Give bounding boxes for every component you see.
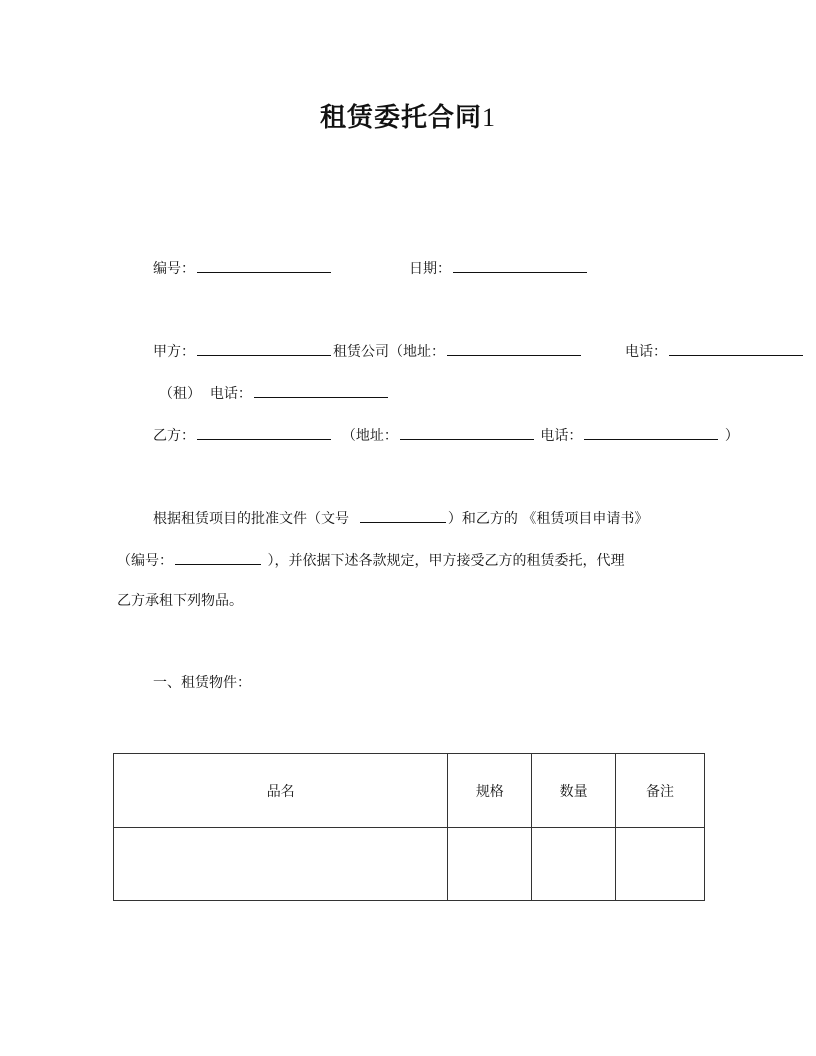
party-b-label: 乙方：	[153, 428, 195, 444]
section-1-heading-text: 一、租赁物件：	[153, 675, 251, 691]
party-a-name-blank[interactable]	[197, 340, 331, 356]
party-a-phone-label: 电话：	[625, 344, 667, 360]
party-a-company-suffix: 租赁公司（地址：	[333, 344, 445, 360]
party-a-line2-phone-label: 电话：	[209, 386, 252, 402]
table-row	[114, 828, 705, 901]
party-a-phone-blank[interactable]	[669, 340, 803, 356]
cell-quantity[interactable]	[532, 828, 616, 901]
number-blank[interactable]	[197, 257, 331, 273]
party-a-phone-line	[625, 340, 805, 362]
party-b-name-blank[interactable]	[197, 424, 331, 440]
header-spec: 规格	[448, 754, 532, 828]
table-header-row	[114, 754, 705, 828]
number-label: 编号：	[153, 261, 195, 277]
body-line-3	[117, 591, 243, 611]
body-p1-start: 根据租赁项目的批准文件（文号	[153, 511, 349, 527]
cell-spec[interactable]	[448, 828, 532, 901]
party-a-rent-label: （租）	[159, 386, 201, 402]
doc-number-blank[interactable]	[360, 507, 446, 523]
date-line	[409, 257, 589, 279]
body-p2-mid: ），并依据下述各款规定，甲方接受乙方的租赁委托，代理	[267, 553, 625, 569]
cell-item-name[interactable]	[114, 828, 448, 901]
header-quantity: 数量	[532, 754, 616, 828]
party-b-phone-label: 电话：	[540, 428, 583, 444]
title-text: 租赁委托合同	[319, 103, 482, 133]
body-line-2	[117, 549, 624, 571]
body-line-1	[153, 507, 648, 529]
party-b-phone-blank[interactable]	[584, 424, 718, 440]
body-p2-start: （编号：	[117, 553, 173, 569]
body-p3: 乙方承租下列物品。	[117, 593, 243, 609]
header-item-name: 品名	[114, 754, 448, 828]
party-a-line2	[159, 382, 390, 404]
document-title	[0, 97, 816, 134]
party-a-line2-phone-blank[interactable]	[254, 382, 388, 398]
cell-remarks[interactable]	[616, 828, 705, 901]
party-b-address-blank[interactable]	[400, 424, 534, 440]
lease-items-table	[113, 753, 705, 901]
section-1-heading	[153, 673, 251, 693]
party-b-close: ）	[724, 428, 739, 444]
party-b-address-label: （地址：	[341, 428, 398, 444]
date-label: 日期：	[409, 261, 451, 277]
party-a-label: 甲方：	[153, 344, 195, 360]
party-b-line	[153, 424, 739, 446]
date-blank[interactable]	[453, 257, 587, 273]
application-number-blank[interactable]	[175, 549, 261, 565]
title-suffix: 1	[482, 103, 496, 132]
header-remarks: 备注	[616, 754, 705, 828]
number-date-line	[153, 257, 333, 279]
party-a-line	[153, 340, 583, 362]
party-a-address-blank[interactable]	[447, 340, 581, 356]
body-p1-mid: ）和乙方的 《租赁项目申请书》	[447, 511, 649, 527]
